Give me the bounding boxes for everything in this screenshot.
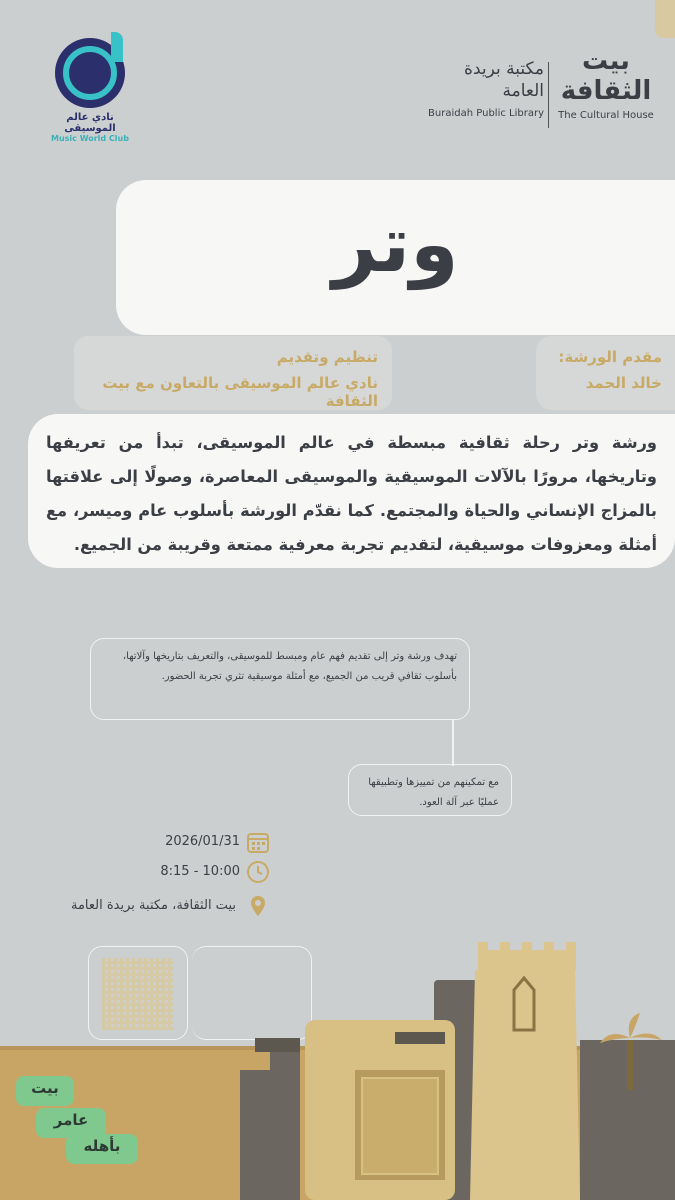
library-name-line1: مكتبة بريدة [464, 59, 544, 79]
location-row [71, 894, 270, 918]
calendar-icon [246, 830, 270, 854]
club-logo-arabic: نادي عالم الموسيقى [64, 112, 116, 134]
goal-text-1: تهدف ورشة وتر إلى تقديم فهم عام ومبسط للموسيقى، والتعريف بتاريخها وآلاتها، بأسلوب ثقافي قريب من الجميع، مع أمثلة موسيقية تثري تجربة الحضور. [122, 651, 457, 682]
clock-icon [246, 860, 270, 884]
cultural-house-line1: بيت [582, 46, 630, 76]
description-text: ورشة وتر رحلة ثقافية مبسطة في عالم الموسيقى، تبدأ من تعريفها وتاريخها، مرورًا بالآلات الموسيقية والموسيقى المعاصرة، وصولًا إلى علاقتها بالمزاج الإنساني والحياة والمجتمع. كما نقدّم الورشة بأسلوب عام وميسر، مع أمثلة ومعزوفات موسيقية، لتقديم تجربة معرفية ممتعة وقريبة من الجميع. [46, 433, 657, 554]
library-name-line2: العامة [502, 81, 544, 101]
goal-box-1 [90, 638, 470, 720]
slogan-badge-2: عامر [36, 1108, 106, 1138]
slogan-badge-1: بيت [16, 1076, 74, 1106]
event-time: 8:15 - 10:00 [160, 864, 240, 879]
library-name-english: Buraidah Public Library [428, 108, 544, 119]
date-row [130, 830, 270, 860]
music-note-logo-icon [55, 38, 125, 108]
organizer-label: تنظيم وتقديم [276, 348, 378, 366]
buraidah-library-logo [424, 58, 544, 119]
slogan-badge-3: بأهله [66, 1134, 138, 1164]
presenter-name: خالد الحمد [585, 374, 662, 392]
event-date: 2026/01/31 [165, 834, 240, 849]
presenter-box [536, 336, 675, 410]
goal-connector [452, 720, 454, 766]
music-world-club-logo [40, 38, 140, 148]
club-logo-english: Music World Club [51, 134, 129, 143]
workshop-title: وتر [332, 200, 459, 290]
event-location: بيت الثقافة، مكتبة بريدة العامة [71, 898, 236, 913]
title-card [116, 180, 675, 335]
organizer-value: نادي عالم الموسيقى بالتعاون مع بيت الثقافة [102, 374, 378, 410]
description-card [28, 414, 675, 568]
goal-box-2 [348, 764, 512, 816]
cultural-house-english: The Cultural House [558, 110, 654, 121]
location-pin-icon [246, 894, 270, 918]
presenter-label: مقدم الورشة: [558, 348, 662, 366]
corner-decoration [655, 0, 675, 38]
time-row [130, 860, 270, 890]
logo-divider [548, 62, 549, 128]
organizer-box [74, 336, 392, 410]
goal-text-2: مع تمكينهم من تمييزها وتطبيقها عمليًا عبر آلة العود. [368, 777, 499, 808]
cultural-house-logo [556, 46, 656, 121]
cultural-house-line2: الثقافة [560, 76, 652, 106]
